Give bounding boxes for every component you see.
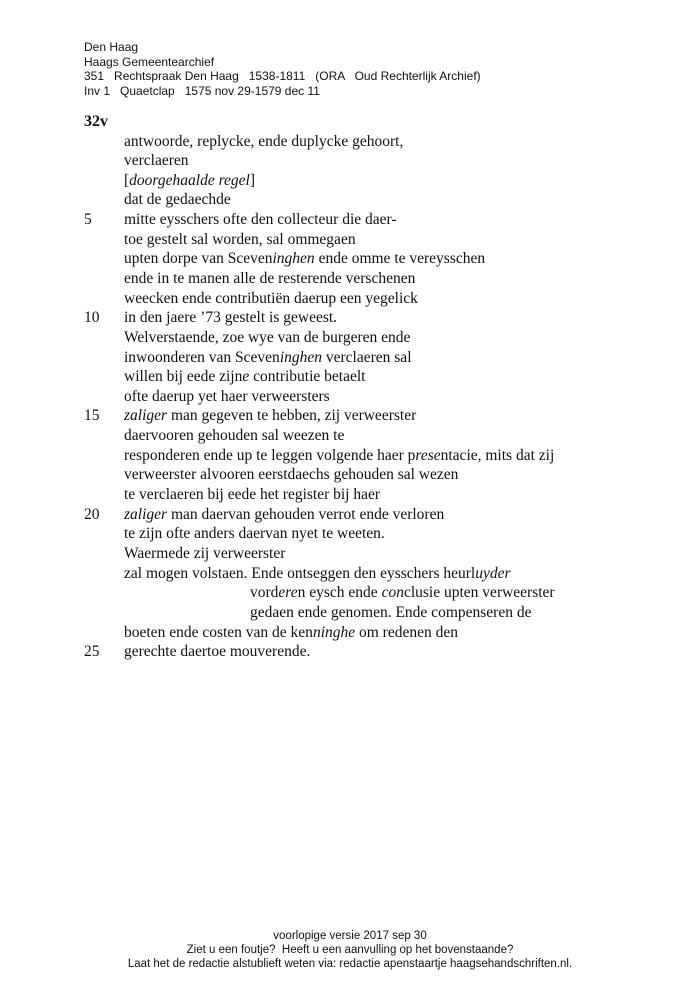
text-segment: man daervan gehouden verrot ende verloren	[167, 505, 445, 523]
text-segment: verclaeren sal	[322, 348, 412, 366]
page-footer	[0, 929, 700, 972]
transcription-line	[0, 603, 700, 623]
header-city: Den Haag	[84, 40, 139, 54]
text-segment: gerechte daertoe mouverende.	[124, 643, 311, 661]
line-text	[124, 642, 310, 662]
transcription-line	[0, 446, 700, 466]
transcription-line	[0, 642, 700, 662]
line-text	[124, 269, 415, 289]
transcription-line	[0, 132, 700, 152]
text-segment: daervooren gehouden sal weezen te	[124, 427, 345, 445]
line-text	[124, 406, 416, 426]
line-text	[124, 132, 403, 152]
line-text	[124, 171, 255, 191]
transcription-line	[0, 190, 700, 210]
transcription-line	[0, 171, 700, 191]
line-text	[124, 505, 444, 525]
italic-expansion: e	[242, 368, 250, 386]
line-text	[124, 426, 344, 446]
italic-expansion: ere	[278, 584, 298, 602]
text-segment: [	[124, 171, 130, 189]
transcription-line	[0, 524, 700, 544]
transcription-body	[0, 132, 700, 662]
transcription-line	[0, 367, 700, 387]
text-segment: zal mogen volstaen. Ende ontseggen den eysschers heurl	[124, 564, 476, 582]
transcription-line	[0, 308, 700, 328]
line-text	[124, 623, 458, 643]
transcription-line	[0, 151, 700, 171]
text-segment: Waermede zij verweerster	[124, 544, 286, 562]
text-segment: n eysch ende	[297, 584, 382, 602]
line-text	[124, 190, 231, 210]
line-text	[124, 249, 485, 269]
text-segment: willen bij eede zijn	[124, 368, 243, 386]
line-text	[124, 151, 189, 171]
line-number: 10	[84, 309, 100, 327]
line-text	[124, 348, 412, 368]
transcription-line	[0, 426, 700, 446]
line-number: 20	[84, 505, 100, 523]
transcription-line	[0, 269, 700, 289]
transcription-line	[0, 289, 700, 309]
italic-expansion: uyder	[475, 564, 511, 582]
transcription-line	[0, 465, 700, 485]
transcription-line	[0, 505, 700, 525]
italic-expansion: zaliger	[124, 505, 168, 523]
italic-expansion: zaliger	[124, 407, 168, 425]
text-segment: vord	[250, 584, 279, 602]
text-segment: om redenen den	[355, 623, 458, 641]
text-segment: inwoonderen van Sceven	[124, 348, 280, 366]
text-segment: toe gestelt sal worden, sal ommegaen	[124, 230, 356, 248]
transcription-line	[0, 583, 700, 603]
text-segment: ofte daerup yet haer verweersters	[124, 387, 330, 405]
text-segment: te zijn ofte anders daervan nyet te weeten.	[124, 525, 385, 543]
text-segment: verclaeren	[124, 152, 189, 170]
transcription-line	[0, 210, 700, 230]
line-text	[124, 328, 410, 348]
line-text	[124, 485, 380, 505]
transcription-line	[0, 230, 700, 250]
text-segment: man gegeven te hebben, zij verweerster	[167, 407, 417, 425]
footer-contact: Laat het de redactie alstublieft weten via: redactie apenstaartje haagsehandschriften.nl.	[127, 958, 573, 971]
header-collection: 351 Rechtspraak Den Haag 1538-1811 (ORA Oud Rechterlijk Archief)	[84, 69, 481, 84]
line-text	[124, 367, 365, 387]
line-text	[124, 230, 356, 250]
footer-question: Ziet u een foutje? Heeft u een aanvulling op het bovenstaande?	[186, 944, 514, 957]
text-segment: weecken ende contributiën daerup een yegelick	[124, 289, 418, 307]
text-segment: ende omme te vereysschen	[314, 250, 486, 268]
transcription-line	[0, 249, 700, 269]
italic-expansion: doorgehaalde regel	[129, 171, 250, 189]
text-segment: ende in te manen alle de resterende verschenen	[124, 269, 416, 287]
text-segment: mitte eysschers ofte den collecteur die daer-	[124, 211, 397, 229]
text-segment: gedaen ende genomen. Ende compenseren de	[250, 603, 532, 621]
text-segment: contributie betaelt	[249, 368, 366, 386]
transcription-line	[0, 387, 700, 407]
italic-expansion: ninghe	[312, 623, 356, 641]
line-number: 15	[84, 407, 100, 425]
transcription-line	[0, 544, 700, 564]
archive-header	[84, 40, 481, 99]
text-segment: clusie upten verweerster	[403, 584, 555, 602]
folio-number: 32v	[84, 113, 108, 130]
transcription-line	[0, 406, 700, 426]
footer-version: voorlopige versie 2017 sep 30	[273, 930, 427, 942]
line-text	[250, 603, 531, 623]
line-text	[124, 564, 511, 584]
line-text	[124, 524, 385, 544]
line-text	[124, 289, 418, 309]
text-segment: ]	[249, 171, 256, 189]
header-inventory: Inv 1 Quaetclap 1575 nov 29-1579 dec 11	[84, 84, 320, 99]
text-segment: responderen ende up te leggen volgende haer p	[124, 446, 416, 464]
line-number: 5	[84, 211, 92, 229]
text-segment: Welverstaende, zoe wye van de burgeren ende	[124, 328, 411, 346]
header-archive: Haags Gemeentearchief	[84, 54, 215, 69]
text-segment: antwoorde, replycke, ende duplycke gehoort,	[124, 132, 404, 150]
text-segment: in den jaere ’73 gestelt is geweest.	[124, 309, 338, 327]
line-text	[124, 308, 337, 328]
line-text	[124, 465, 458, 485]
italic-expansion: con	[381, 584, 404, 602]
line-text	[124, 446, 554, 466]
transcription-line	[0, 348, 700, 368]
transcription-line	[0, 623, 700, 643]
text-segment: te verclaeren bij eede het register bij haer	[124, 486, 381, 504]
transcription-line	[0, 328, 700, 348]
transcription-line	[0, 485, 700, 505]
text-segment: ntacie, mits dat zij	[440, 446, 555, 464]
text-segment: verweerster alvooren eerstdaechs gehouden sal wezen	[124, 466, 459, 484]
line-text	[124, 210, 397, 230]
line-text	[124, 544, 285, 564]
italic-expansion: inghen	[272, 250, 315, 268]
italic-expansion: inghen	[279, 348, 322, 366]
line-number: 25	[84, 643, 100, 661]
text-segment: boeten ende costen van de ken	[124, 623, 313, 641]
text-segment: dat de gedaechde	[124, 191, 231, 209]
line-text	[124, 387, 330, 407]
text-segment: upten dorpe van Sceven	[124, 250, 273, 268]
line-text	[250, 583, 555, 603]
transcription-line	[0, 564, 700, 584]
italic-expansion: rese	[415, 446, 441, 464]
